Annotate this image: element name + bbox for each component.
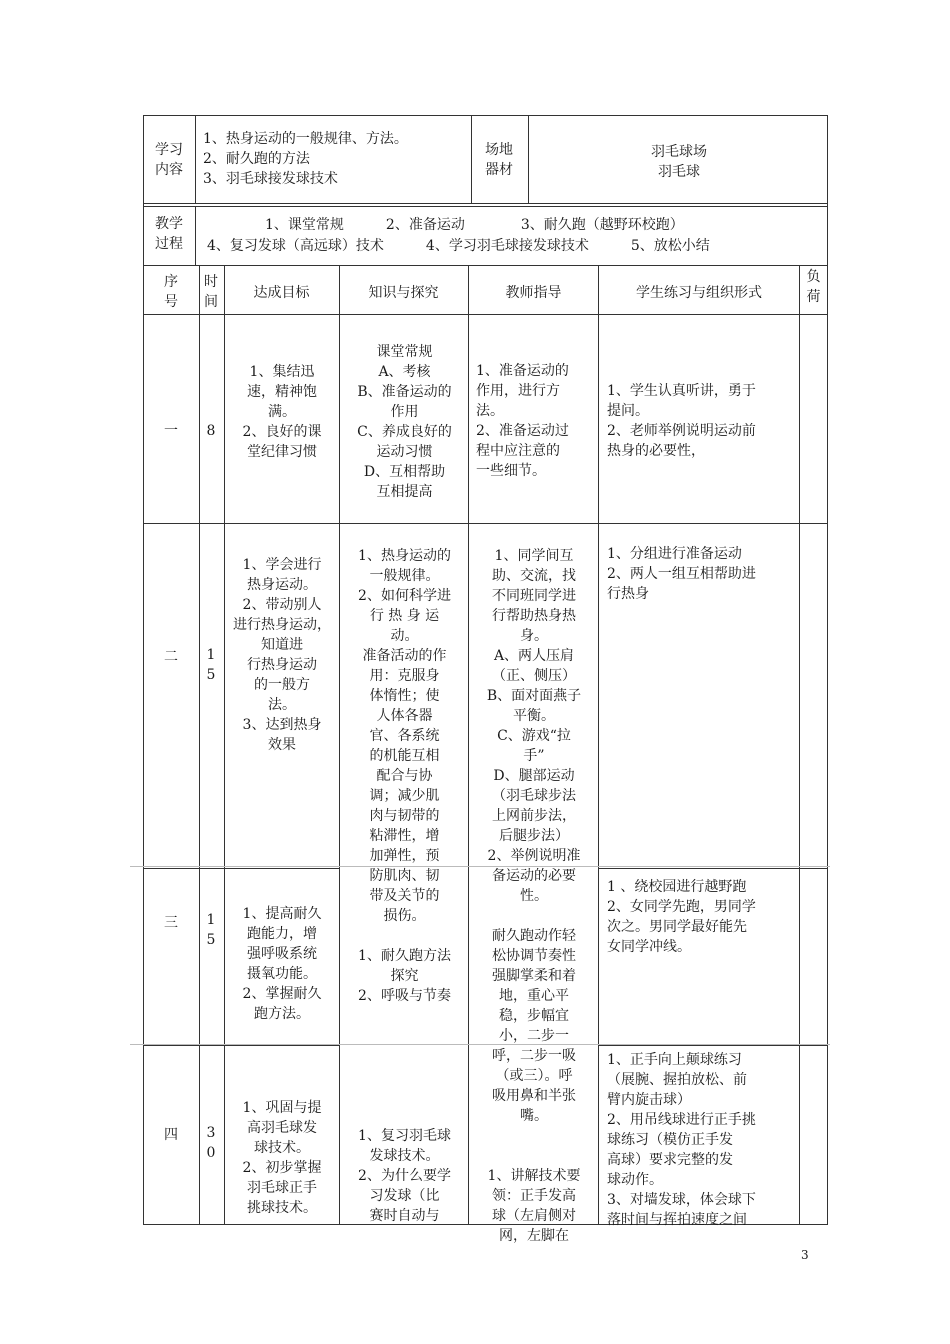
row2-seq: 二 (164, 649, 178, 665)
row1-student: 1、学生认真听讲，勇于 提问。 2、老师举例说明运动前 热身的必要性， (607, 383, 756, 459)
column-header-seq: 序 号 (164, 274, 178, 310)
row4-seq: 四 (164, 1127, 178, 1143)
row-divider (143, 868, 339, 869)
row2-knowledge: 1、热身运动的 一般规律。 2、如何科学进 行 热 身 运 动。 准备活动的作 用：克服身 体惰性；使 人体各器 官、各系统 的机能互相 配合与协 调；减少肌 肉与韧带的 粘滞性，增 加弹性，预 防肌肉、韧 带及关节的 损伤。 1、耐久跑方法 探究 2、呼吸与节奏 (358, 548, 451, 1004)
row3-student: 1 、绕校园进行越野跑 2、女同学先跑，男同学 次之。男同学最好能先 女同学冲线。 (607, 879, 756, 955)
process-line-1: 1、课堂常规 2、准备运动 3、耐久跑（越野环校跑） (265, 217, 684, 233)
col-divider (224, 265, 225, 1225)
row-divider (143, 203, 828, 204)
col-divider (195, 206, 196, 265)
content-label: 学习 内容 (155, 142, 183, 178)
column-header-knowledge: 知识与探究 (368, 285, 439, 301)
col-divider (199, 265, 200, 1225)
col-divider (598, 265, 599, 1225)
column-header-teacher: 教师指导 (505, 285, 562, 301)
column-header-goal: 达成目标 (253, 285, 310, 301)
row-divider (598, 1045, 828, 1046)
row3-time: 1 5 (206, 912, 216, 948)
column-header-load: 负 荷 (806, 269, 821, 305)
row3-goal: 1、提高耐久 跑能力，增 强呼吸系统 摄氧功能。 2、掌握耐久 跑方法。 (242, 906, 322, 1022)
row-divider (143, 314, 828, 315)
row-divider (143, 265, 828, 266)
row2-student: 1、分组进行准备运动 2、两人一组互相帮助进 行热身 (607, 546, 756, 602)
row1-seq: 一 (164, 423, 178, 439)
row3-seq: 三 (164, 915, 178, 931)
col-divider (528, 115, 529, 203)
row-divider (598, 868, 828, 869)
row4-knowledge: 1、复习羽毛球 发球技术。 2、为什么要学 习发球（比 赛时自动与 (358, 1128, 451, 1224)
row1-knowledge: 课堂常规 A、考核 B、准备运动的 作用 C、养成良好的 运动习惯 D、互相帮助 互相提高 (357, 344, 452, 500)
row4-student: 1、正手向上颠球练习 （展腕、握拍放松、前 臂内旋击球） 2、用吊线球进行正手挑 球练习（模仿正手发 高球）要求完整的发 球动作。 3、对墙发球，体会球下 落时间与挥拍速度之间 (607, 1052, 756, 1228)
row4-goal: 1、巩固与提 高羽毛球发 球技术。 2、初步掌握 羽毛球正手 挑球技术。 (242, 1100, 322, 1216)
table-border-top (143, 115, 828, 116)
row-divider (143, 1045, 339, 1046)
venue-text: 羽毛球场 羽毛球 (651, 144, 707, 180)
row1-time: 8 (206, 423, 216, 439)
col-divider (195, 115, 196, 203)
row2-teacher: 1、同学间互 助、交流，找 不同班同学进 行帮助热身热 身。 A、两人压肩 （正、侧压） B、面对面燕子 平衡。 C、游戏“拉 手” D、腿部运动 （羽毛球步法 上网前步法， 后腿步法） 2、举例说明准 备运动的必要 性。 耐久跑动作轻 松协调节奏性 强脚掌柔和着 地，重心平 稳，步幅宜 小，二步一 呼，二步一吸 （或三）。呼 吸用鼻和半张 嘴。 1、讲解技术要 领：正手发高 球（左肩侧对 网，左脚在 (486, 548, 582, 1244)
col-divider (339, 265, 340, 1225)
page-number: 3 (801, 1248, 809, 1262)
column-header-student: 学生练习与组织形式 (636, 285, 762, 301)
col-divider (468, 265, 469, 1225)
venue-label: 场地 器材 (485, 142, 513, 178)
row1-goal: 1、集结迅 速，精神饱 满。 2、良好的课 堂纪律习惯 (242, 364, 322, 460)
column-header-time: 时 间 (204, 274, 218, 310)
process-label: 教学 过程 (155, 216, 183, 252)
row1-teacher: 1、准备运动的 作用，进行方 法。 2、准备运动过 程中应注意的 一些细节。 (476, 363, 569, 479)
col-divider (471, 115, 472, 203)
row2-time: 1 5 (206, 647, 216, 683)
content-text: 1、热身运动的一般规律、方法。 2、耐久跑的方法 3、羽毛球接发球技术 (203, 131, 408, 187)
row2-goal: 1、学会进行 热身运动。 2、带动别人 进行热身运动， 知道进 行热身运动 的一般方 法。 3、达到热身 效果 (233, 557, 331, 753)
row-divider (143, 206, 828, 207)
table-border-right (827, 115, 828, 1225)
process-line-2: 4、复习发球（高远球）技术 4、学习羽毛球接发球技术 5、放松小结 (207, 238, 710, 254)
col-divider (799, 265, 800, 1225)
row4-time: 3 0 (206, 1125, 216, 1161)
row-divider (143, 523, 828, 524)
